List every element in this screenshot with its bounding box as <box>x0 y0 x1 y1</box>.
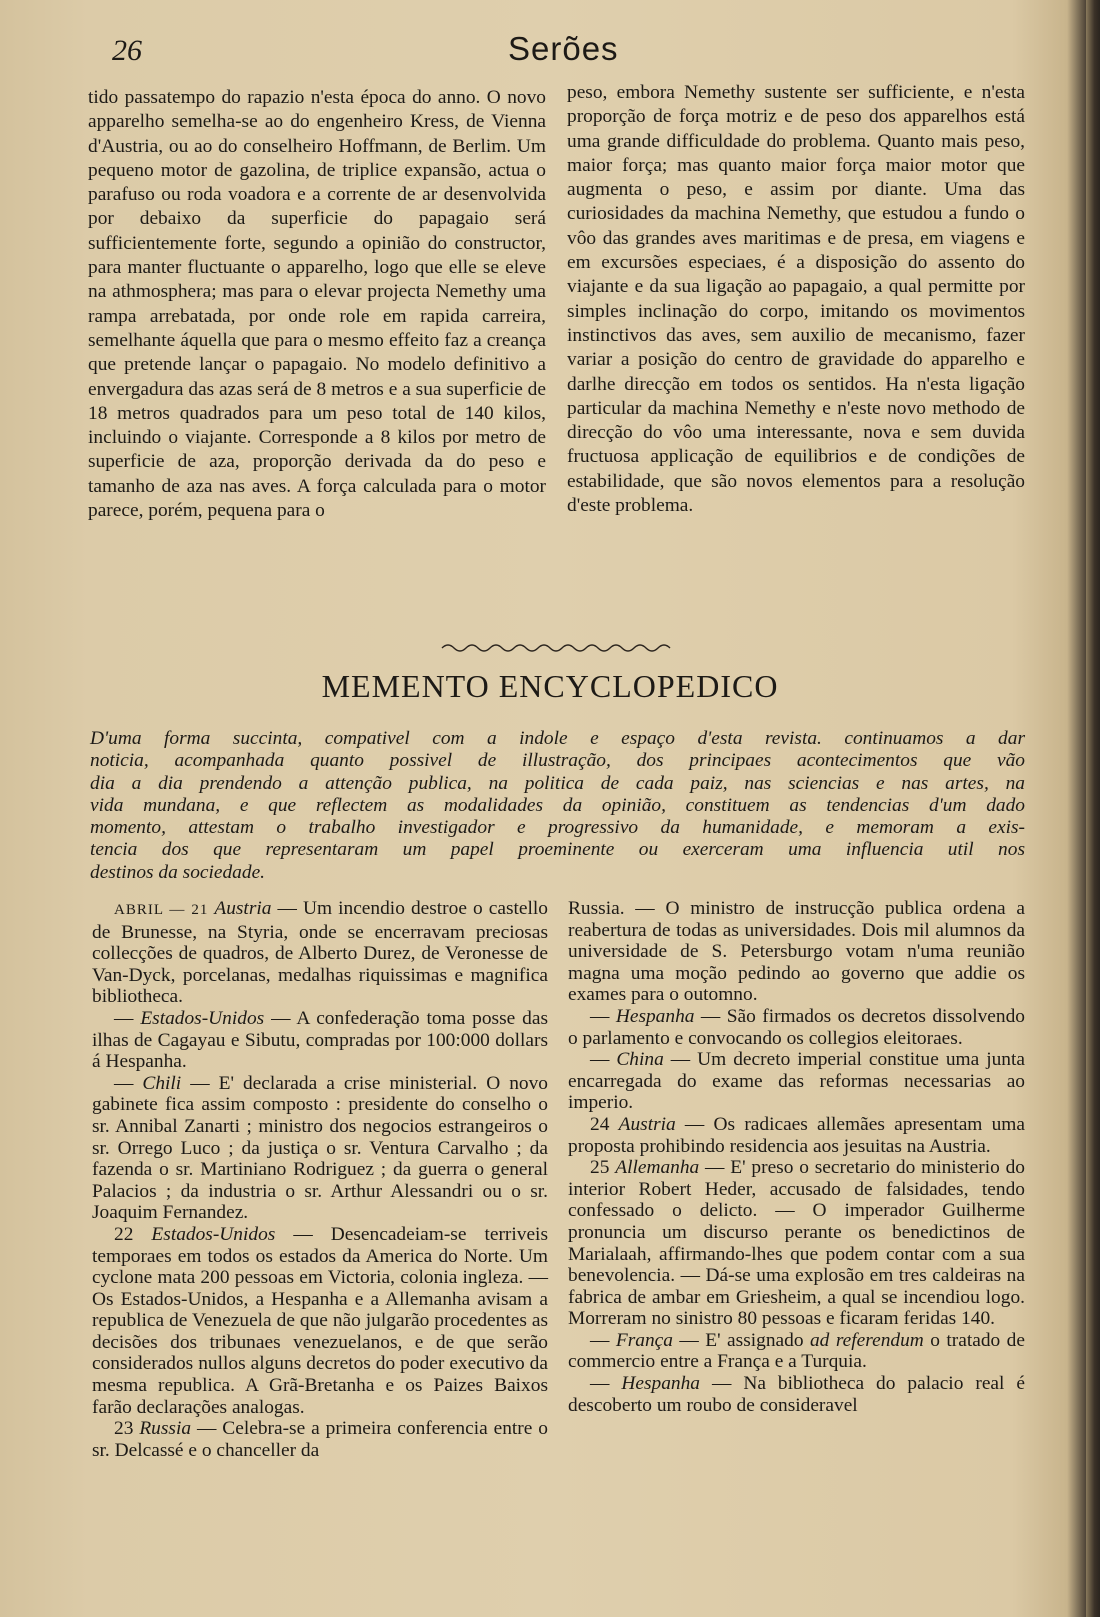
section-intro <box>90 728 1025 884</box>
news-entry <box>568 1157 1025 1330</box>
entry-country: Allemanha <box>615 1157 700 1179</box>
entry-text: — E' assignado <box>672 1329 810 1351</box>
entry-text: — Na bibliotheca do palacio real é descoberto um roubo de consideravel <box>568 1373 1026 1416</box>
entry-text: — Celebra-se a primeira conferencia entre o sr. Delcassé e o chanceller da <box>92 1418 548 1461</box>
entry-date-prefix: 24 <box>590 1113 619 1135</box>
entry-country: Russia <box>139 1418 192 1440</box>
intro-line: dia a dia prendendo a attenção publica, na politica de cada paiz, nas sciencias e nas artes, na <box>90 772 1025 794</box>
article-text-left: tido passatempo do rapazio n'esta época do anno. O novo apparelho semelha-se ao do engenheiro Kress, de Vienna d'Austria, ou ao do conselheiro Hoffmann, de Berlim. Um pequeno motor de gazolina, de triplice expansão, actua o parafuso ou roda voadora e a corrente de ar desenvolvida por debaixo da superficie do papagaio será sufficientemente forte, segundo a opinião do constructor, para manter fluctuante o apparelho, logo que elle se eleve na athmosphera; mas para o elevar projecta Nemethy uma rampa arrebatada, por onde role em rapida carreira, semelhante áquella que para o mesmo effeito faz a creança que pretende lançar o papagaio. No modelo definitivo a envergadura das azas será de 8 metros e a sua superficie de 18 metros quadrados para um peso total de 140 kilos, incluindo o viajante. Corresponde a 8 kilos por metro de superficie de aza, proporção derivada da do peso e tamanho de aza nas aves. A força calculada para o motor parece, porém, pequena para o <box>88 87 546 522</box>
entry-text: Russia. — O ministro de instrucção publica ordena a reabertura de todas as universidades. Dois mil alumnos da universidade de S. Petersburgo votam n'uma reunião magna uma moção pedindo ao governo que addie os exames para o outomno. <box>568 898 1025 1006</box>
entry-date-prefix: — <box>590 1049 617 1071</box>
news-entry <box>568 1373 1025 1416</box>
entry-text: — Um decreto imperial constitue uma junta encarregada do exame das reformas necessarias ao imperio. <box>568 1049 1025 1114</box>
entry-date-prefix: 22 <box>114 1223 152 1245</box>
article-right-column <box>567 81 1025 518</box>
entry-text: — Um incendio destroe o castello de Brunesse, na Styria, onde se encerravam preciosas collecções de quadros, de Alberto Durez, de Veronesse de Van-Dyck, porcelanas, medalhas riquissimas e magnifica bibliotheca. <box>92 898 548 1008</box>
news-entry <box>568 1114 1025 1157</box>
entry-country: Estados-Unidos <box>151 1223 276 1245</box>
news-left-column <box>92 898 548 1461</box>
entry-text: — E' preso o secretario do ministerio do interior Robert Heder, accusado de falsidades, tendo confessado o delicto. — O imperador Guilherme pronuncia um discurso perante os benedictinos de Marialaah, affirmando-lhes que podem contar com a sua benevolencia. — Dá-se uma explosão em tres caldeiras na fabrica de ambar em Griesheim, a qual se incendiou logo. Morreram no sinistro 80 pessoas e ficaram feridas 140. <box>568 1157 1025 1330</box>
news-entry <box>92 1073 548 1224</box>
entry-country: Estados-Unidos <box>140 1007 265 1029</box>
news-entry <box>568 1049 1025 1114</box>
entry-text: — São firmados os decretos dissolvendo o parlamento e convocando os collegios eleitoraes. <box>568 1005 1025 1049</box>
entry-country: Chili <box>142 1072 182 1094</box>
entry-text-tail: o tratado de commercio entre a França e a Turquia. <box>568 1329 1025 1373</box>
entry-text: — Os radicaes allemães apresentam uma proposta prohibindo residencia aos jesuitas na Austria. <box>568 1113 1025 1157</box>
entry-text: — E' declarada a crise ministerial. O novo gabinete fica assim composto : presidente do conselho o sr. Annibal Zanarti ; ministro dos negocios estrangeiros o sr. Orrego Luco ; da justiça o sr. Ventura Carvalho ; da fazenda o sr. Martiniano Rodriguez ; da guerra o general Palacios ; da industria o sr. Arthur Alessandri ou o sr. Joaquim Fernandez. <box>92 1072 548 1224</box>
entry-country: China <box>616 1049 664 1071</box>
book-spine-edge <box>1086 0 1100 1617</box>
intro-line: vida mundana, e que reflectem as modalidades da opinião, constituem as tendencias d'um dado <box>90 794 1025 816</box>
entry-country: França <box>615 1329 673 1351</box>
article-text-right: peso, embora Nemethy sustente ser sufficiente, e n'esta proporção de força motriz e de peso dos apparelhos está uma grande difficuldade do problema. Quanto mais peso, maior força; mas quanto maior força maior motor que augmenta o peso, e assim por diante. Uma das curiosidades da machina Nemethy, que estudou a fundo o vôo das grandes aves maritimas e de presa, em viagens e em excursões especiaes, é a disposição do assento do viajante e da sua ligação ao papagaio, a qual permitte por simples inclinação do corpo, imitando os movimentos instinctivos das aves, sem auxilio de mecanismo, fazer variar a posição do centro de gravidade do apparelho e darlhe direcção em todos os sentidos. Ha n'esta ligação particular da machina Nemethy e n'este novo methodo de direcção do vôo uma interessante, nova e sem duvida fructuosa applicação de equilibrios e de condições de estabilidade, que são novos elementos para a resolução d'este problema. <box>567 82 1025 517</box>
section-title: MEMENTO ENCYCLOPEDICO <box>321 668 779 704</box>
intro-line: momento, attestam o trabalho investigador e progressivo da humanidade, e memoram a exis- <box>90 817 1025 839</box>
entry-country: Austria <box>214 898 272 919</box>
news-entry <box>92 898 548 1008</box>
entry-date-prefix: — <box>114 1007 141 1029</box>
entry-date-prefix: — <box>590 1329 616 1351</box>
entry-italic-phrase: ad referendum <box>809 1329 924 1351</box>
entry-country: Hespanha <box>621 1373 701 1395</box>
entry-date-prefix: ABRIL — 21 <box>114 902 215 918</box>
intro-line: noticia, acompanhada quanto possivel de illustração, dos principaes acontecimentos que vão <box>90 750 1025 772</box>
news-right-column <box>568 898 1025 1416</box>
article-left-column <box>88 86 546 523</box>
news-entry <box>92 1224 548 1418</box>
news-entry <box>92 1008 548 1073</box>
intro-line: tencia dos que representaram um papel proeminente ou exerceram uma influencia util nos <box>90 839 1025 861</box>
news-entry <box>568 1006 1025 1049</box>
entry-date-prefix: — <box>590 1005 616 1027</box>
entry-date-prefix: — <box>590 1373 622 1395</box>
entry-text: — Desencadeiam-se terriveis temporaes em todos os estados da America do Norte. Um cyclone mata 200 pessoas em Victoria, colonia ingleza. — Os Estados-Unidos, a Hespanha e a Allemanha avisam a republica de Venezuela de que não julgarão procedentes as decisões dos tribunaes venezuelanos, e de que serão considerados nullos alguns decretos do poder executivo da mesma republica. A Grã-Bretanha e os Paizes Baixos farão declarações analogas. <box>92 1223 548 1418</box>
entry-country: Hespanha <box>615 1005 695 1027</box>
intro-line: D'uma forma succinta, compativel com a indole e espaço d'esta revista. continuamos a dar <box>90 728 1025 749</box>
entry-date-prefix: 25 <box>590 1157 616 1179</box>
running-title: Serões <box>508 30 619 67</box>
entry-date-prefix: 23 <box>114 1418 140 1440</box>
entry-date-prefix: — <box>114 1072 143 1094</box>
page-number: 26 <box>112 34 142 67</box>
entry-country: Austria <box>618 1113 676 1135</box>
entry-text: — A confederação toma posse das ilhas de Cagayau e Sibutu, compradas por 100:000 dollars á Hespanha. <box>92 1007 548 1073</box>
news-entry <box>568 898 1025 1006</box>
news-entry <box>568 1330 1025 1373</box>
intro-line: destinos da sociedade. <box>90 861 266 883</box>
wavy-divider-ornament <box>440 640 680 656</box>
news-entry <box>92 1418 548 1461</box>
